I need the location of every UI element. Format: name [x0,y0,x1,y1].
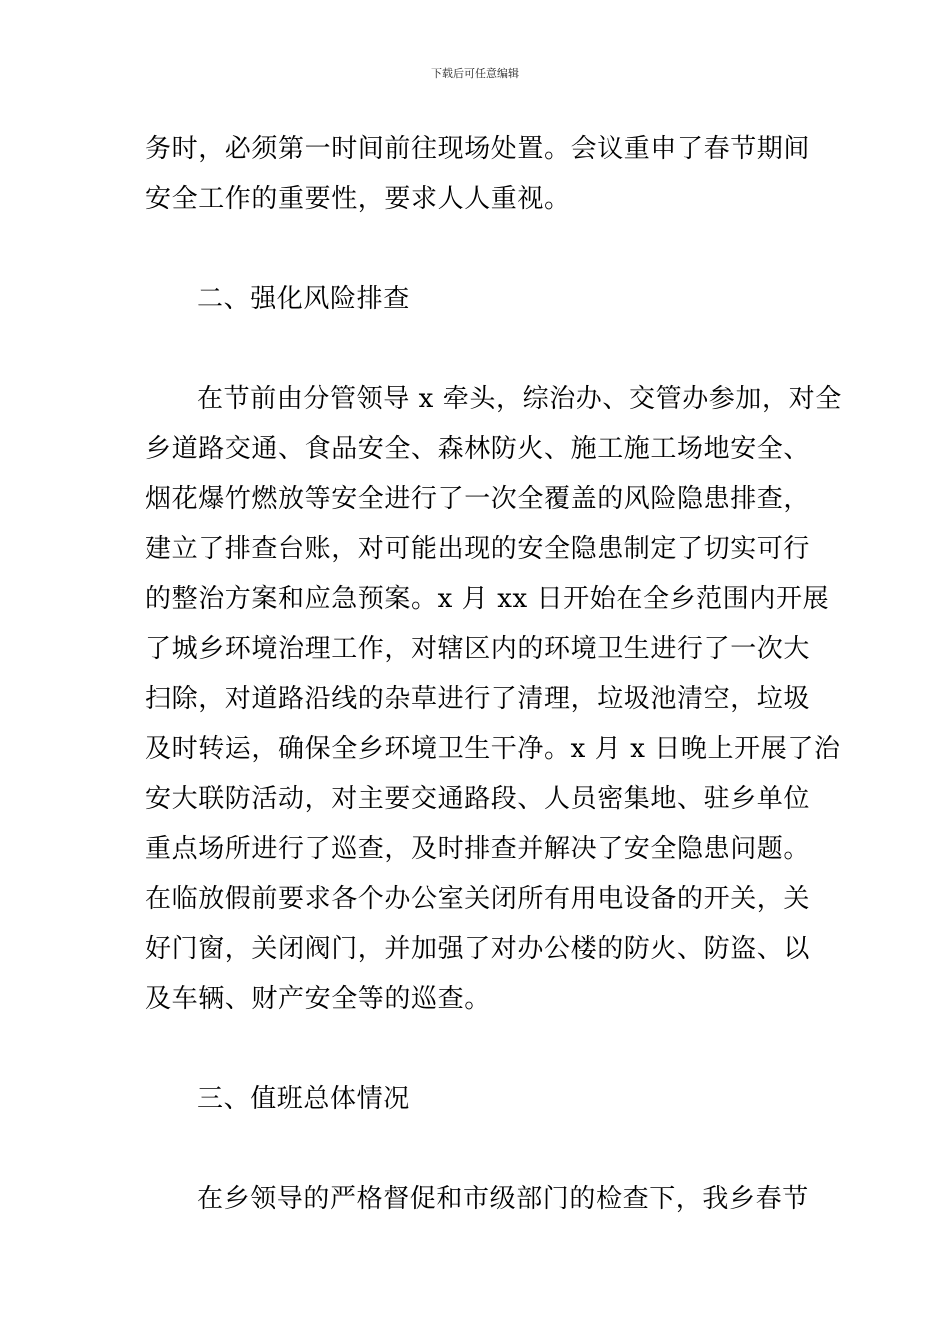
body-text-line: 在节前由分管领导 x 牵头，综治办、交管办参加，对全 [197,384,842,414]
body-text-line: 在临放假前要求各个办公室关闭所有用电设备的开关，关 [145,884,811,914]
body-text-line: 扫除，对道路沿线的杂草进行了清理，垃圾池清空，垃圾 [145,684,811,714]
body-text-line: 了城乡环境治理工作，对辖区内的环境卫生进行了一次大 [145,634,811,664]
section-heading: 三、值班总体情况 [197,1084,410,1114]
body-text-line: 建立了排查台账，对可能出现的安全隐患制定了切实可行 [145,534,811,564]
body-text-line: 安全工作的重要性，要求人人重视。 [145,184,571,214]
page-header-note: 下载后可任意编辑 [431,67,519,80]
body-text-line: 安大联防活动，对主要交通路段、人员密集地、驻乡单位 [145,784,811,814]
body-text-line: 在乡领导的严格督促和市级部门的检查下，我乡春节 [197,1184,809,1214]
body-text-line: 好门窗，关闭阀门，并加强了对办公楼的防火、防盗、以 [145,934,811,964]
section-heading: 二、强化风险排查 [197,284,410,314]
body-text-line: 务时，必须第一时间前往现场处置。会议重申了春节期间 [145,134,811,164]
body-text-line: 及车辆、财产安全等的巡查。 [145,984,491,1014]
body-text-line: 烟花爆竹燃放等安全进行了一次全覆盖的风险隐患排查， [145,484,811,514]
body-text-line: 的整治方案和应急预案。x 月 xx 日开始在全乡范围内开展 [145,584,830,614]
body-text-line: 重点场所进行了巡查，及时排查并解决了安全隐患问题。 [145,834,811,864]
body-text-line: 及时转运，确保全乡环境卫生干净。x 月 x 日晚上开展了治 [145,734,841,764]
body-text-line: 乡道路交通、食品安全、森林防火、施工施工场地安全、 [145,434,811,464]
